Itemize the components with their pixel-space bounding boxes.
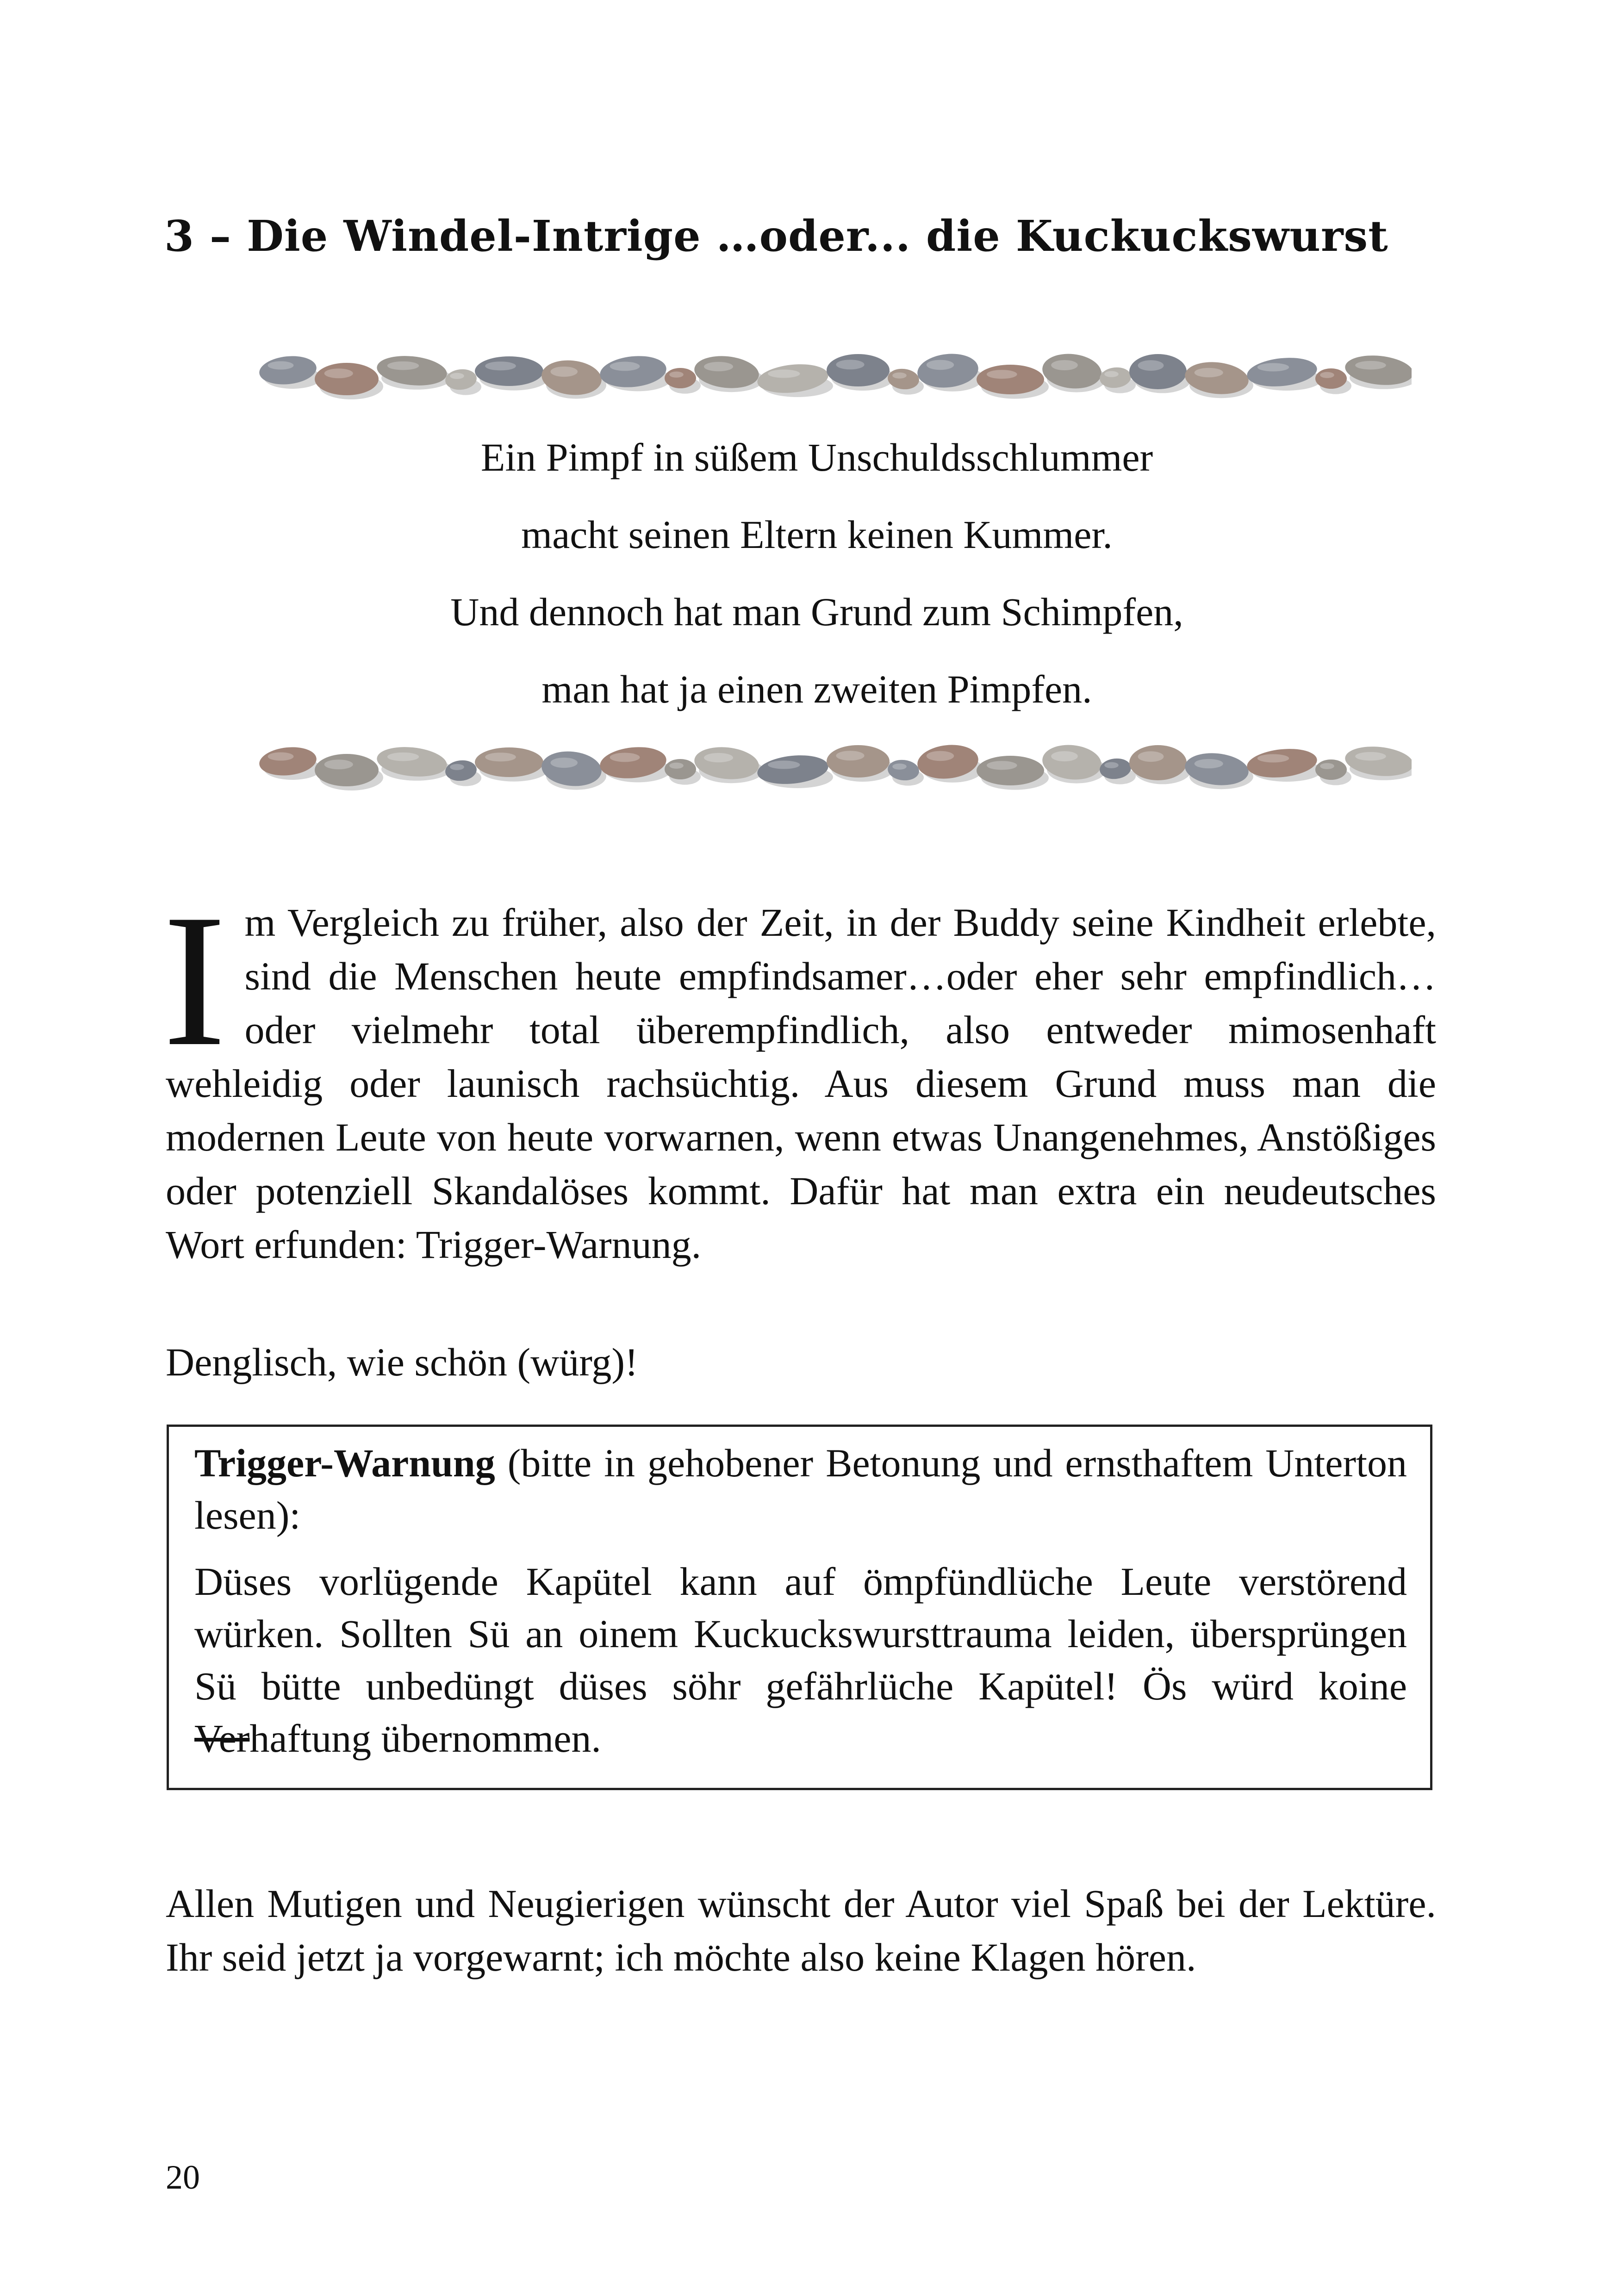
pebble: [1129, 745, 1187, 780]
pebble-highlight: [1320, 372, 1334, 378]
pebble: [977, 756, 1044, 785]
paragraph-intro-text: m Vergleich zu früher, also der Zeit, in der Buddy seine Kindheit erlebte, sind die Menschen heute empfindsamer…oder eher sehr empfindlich…oder vielmehr total überempfindlich, also entweder mimosenhaft wehleidig oder launisch rachsüchtig. Aus diesem Grund muss man die modernen Leute von heute vorwarnen, wenn etwas Unangenehmes, Anstößiges oder potenziell Skandalöses kommt. Dafür hat man extra ein neudeutsches Wort erfunden: Trigger-Warnung.: [166, 900, 1436, 1267]
pebble-highlight: [551, 367, 578, 377]
warning-body-end: haftung übernommen.: [249, 1716, 601, 1761]
pebble: [1129, 354, 1187, 389]
pebble-highlight: [1104, 762, 1119, 768]
pebble: [1315, 759, 1347, 780]
pebble-highlight: [1051, 751, 1078, 761]
poem: [278, 419, 1356, 728]
pebble-highlight: [324, 368, 353, 378]
pebble-highlight: [836, 751, 864, 760]
poem-line: Ein Pimpf in süßem Unschuldsschlummer: [480, 435, 1153, 479]
pebble: [827, 354, 890, 386]
pebble-highlight: [387, 753, 419, 761]
pebble-highlight: [669, 372, 684, 378]
paragraph-closing: Allen Mutigen und Neugierigen wünscht der Autor viel Spaß bei der Lektüre. Ihr seid jetzt ja vorgewarnt; ich möchte also keine Klagen hören.: [166, 1881, 1436, 1979]
pebble-highlight: [768, 370, 800, 378]
pebble: [977, 365, 1044, 394]
pebble-highlight: [927, 751, 954, 761]
pebble-highlight: [450, 373, 464, 379]
page-number: 20: [166, 2159, 200, 2196]
pebble-highlight: [268, 361, 294, 370]
pebble-highlight: [1051, 360, 1078, 370]
pebble-highlight: [987, 370, 1017, 379]
stone-divider-top: [245, 342, 1412, 407]
pebble: [827, 745, 890, 778]
pebble-highlight: [324, 759, 353, 769]
pebble-highlight: [387, 361, 419, 370]
pebble-highlight: [836, 360, 864, 369]
paragraph-intro: [163, 875, 1436, 1271]
pebble-highlight: [892, 764, 907, 770]
pebble: [1315, 368, 1347, 389]
pebble-highlight: [669, 763, 684, 769]
pebble-highlight: [704, 362, 733, 371]
pebble-highlight: [1195, 368, 1223, 377]
chapter-title: 3 – Die Windel-Intrige …oder... die Kuckuckswurst: [164, 211, 1388, 261]
pebble: [315, 754, 379, 786]
warning-heading-line: [194, 1437, 1407, 1542]
pebble-highlight: [1355, 752, 1386, 761]
pebble-highlight: [987, 761, 1017, 770]
pebble: [665, 759, 696, 779]
pebble: [475, 747, 543, 777]
pebble: [665, 368, 696, 388]
pebble-highlight: [610, 753, 640, 762]
poem-line: man hat ja einen zweiten Pimpfen.: [541, 667, 1092, 711]
pebble-highlight: [485, 361, 516, 370]
stone-divider-bottom: [245, 734, 1412, 798]
pebble-highlight: [768, 761, 800, 769]
warning-struck-text: Ver: [194, 1716, 250, 1761]
warning-body: [194, 1556, 1407, 1765]
pebble: [475, 356, 543, 386]
paragraph-denglisch: Denglisch, wie schön (würg)!: [166, 1340, 638, 1384]
pebble-highlight: [1320, 763, 1334, 769]
warning-heading: Trigger-Warnung: [194, 1441, 495, 1485]
pebble-highlight: [551, 758, 578, 768]
pebble-highlight: [927, 360, 954, 370]
pebble-highlight: [1355, 361, 1386, 370]
pebble-highlight: [1257, 363, 1289, 372]
pebble-highlight: [610, 362, 640, 371]
pebble-highlight: [268, 753, 294, 761]
pebble-highlight: [1257, 754, 1289, 763]
pebble-highlight: [1104, 371, 1119, 377]
poem-line: macht seinen Eltern keinen Kummer.: [521, 512, 1113, 557]
pebble-highlight: [1195, 759, 1223, 768]
warning-heading-note: (bitte in gehobener Betonung und ernsthaftem Unterton lesen):: [194, 1441, 1407, 1537]
pebble-highlight: [485, 753, 516, 761]
pebble-highlight: [892, 373, 907, 379]
poem-line: Und dennoch hat man Grund zum Schimpfen,: [450, 590, 1183, 634]
pebble-highlight: [1138, 751, 1164, 762]
pebble-highlight: [450, 764, 464, 770]
pebble-highlight: [704, 753, 733, 762]
pebble: [315, 363, 379, 395]
pebble-highlight: [1138, 360, 1164, 371]
drop-cap: I: [163, 875, 226, 1085]
trigger-warning-box: [167, 1425, 1432, 1790]
warning-body-text: Düses vorlügende Kapütel kann auf ömpfündlüche Leute verstörend würken. Sollten Sü an oinem Kuckuckswursttrauma leiden, übersprüngen Sü bütte unbedüngt düses söhr gefährlüche Kapütel! Ös würd koine: [194, 1559, 1407, 1708]
